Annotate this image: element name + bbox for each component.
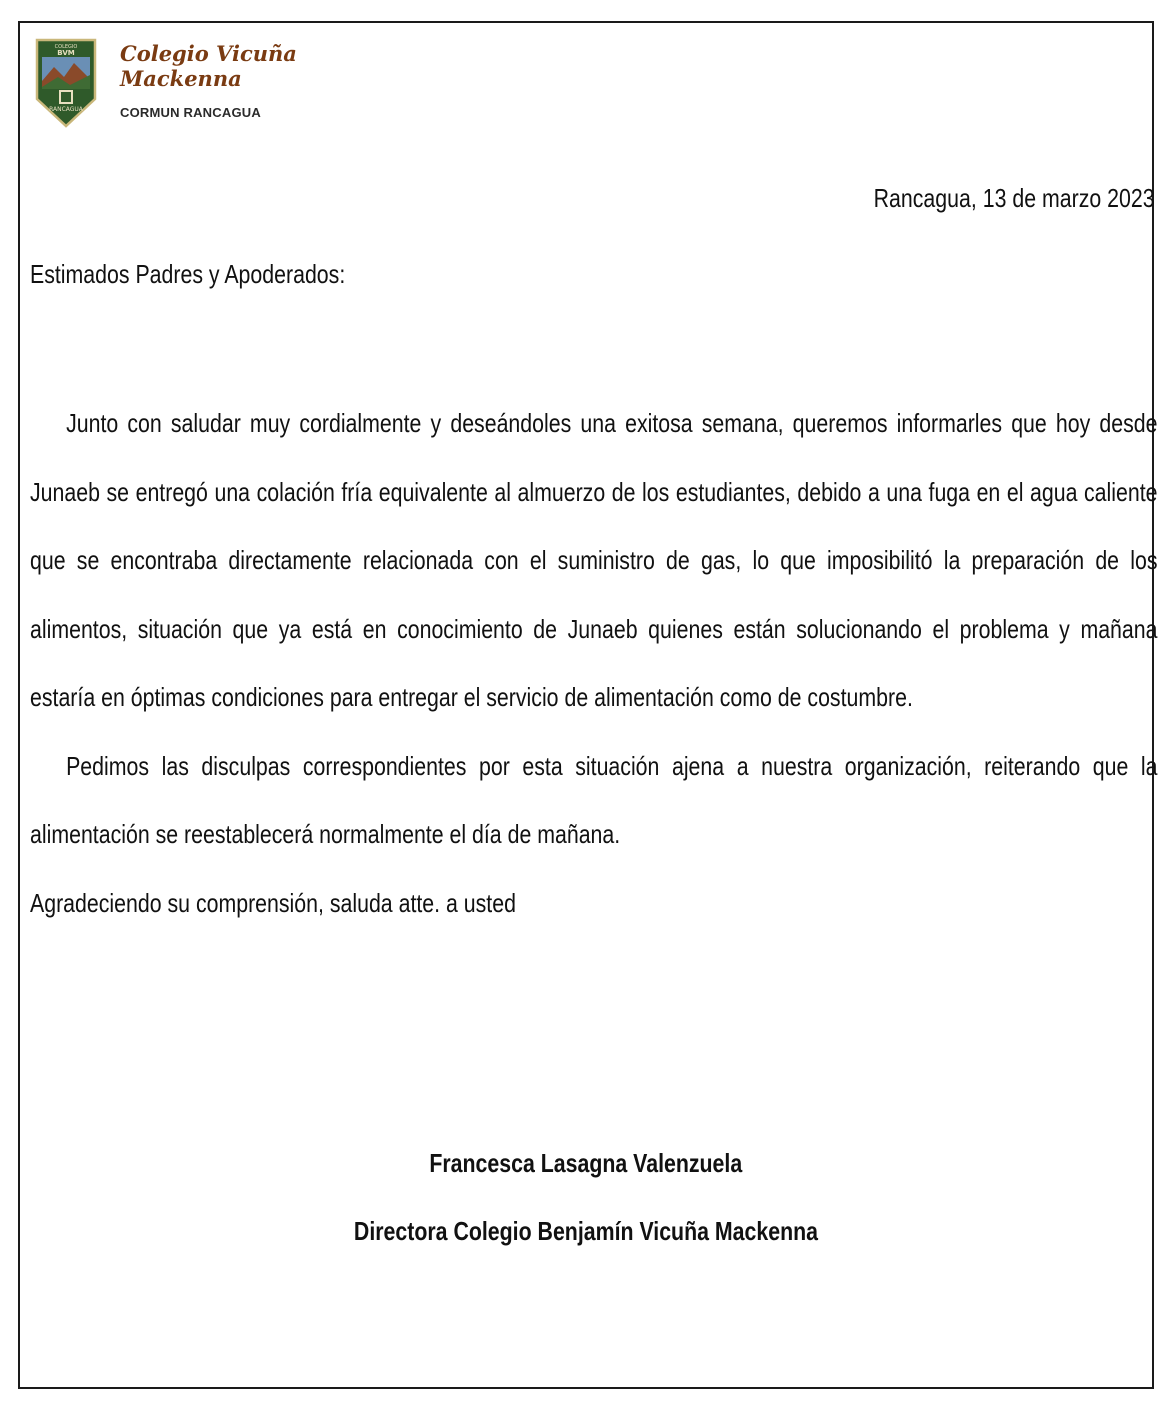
letter-greeting: Estimados Padres y Apoderados: xyxy=(30,259,346,289)
letter-closing: Agradeciendo su comprensión, saluda atte. a usted xyxy=(30,887,516,918)
letter-date: Rancagua, 13 de marzo 2023 xyxy=(874,183,1155,213)
letter-paragraph-2: Pedimos las disculpas correspondientes por esta situación ajena a nuestra organización, reiterando que la alimentación se reestablecerá normalmente el día de mañana. xyxy=(30,750,1158,849)
svg-text:RANCAGUA: RANCAGUA xyxy=(49,106,83,113)
letter-paragraph-1: Junto con saludar muy cordialmente y deseándoles una exitosa semana, queremos informarles que hoy desde Junaeb se entregó una colación fría equivalente al almuerzo de los estudiantes, debido a una fuga en el agua caliente que se encontraba directamente relacionada con el suministro de gas, lo que imposibilitó la preparación de los alimentos, situación que ya está en conocimiento de Junaeb quienes están solucionando el problema y mañana estaría en óptimas condiciones para entregar el servicio de alimentación como de costumbre. xyxy=(30,408,1158,712)
svg-text:COLEGIO: COLEGIO xyxy=(54,44,78,50)
signature-title-line xyxy=(20,1216,1152,1247)
signature-name-line xyxy=(20,1148,1152,1179)
letter-body xyxy=(30,389,1158,937)
school-name: Colegio Vicuña Mackenna xyxy=(120,41,297,91)
letter-frame xyxy=(18,21,1158,1389)
svg-text:BVM: BVM xyxy=(57,49,75,57)
signature-name: Francesca Lasagna Valenzuela xyxy=(429,1148,743,1178)
school-shield-icon xyxy=(34,37,98,129)
signature-title: Directora Colegio Benjamín Vicuña Mackenna xyxy=(353,1216,819,1246)
school-subtitle: CORMUN RANCAGUA xyxy=(120,105,261,120)
school-header xyxy=(34,37,374,137)
